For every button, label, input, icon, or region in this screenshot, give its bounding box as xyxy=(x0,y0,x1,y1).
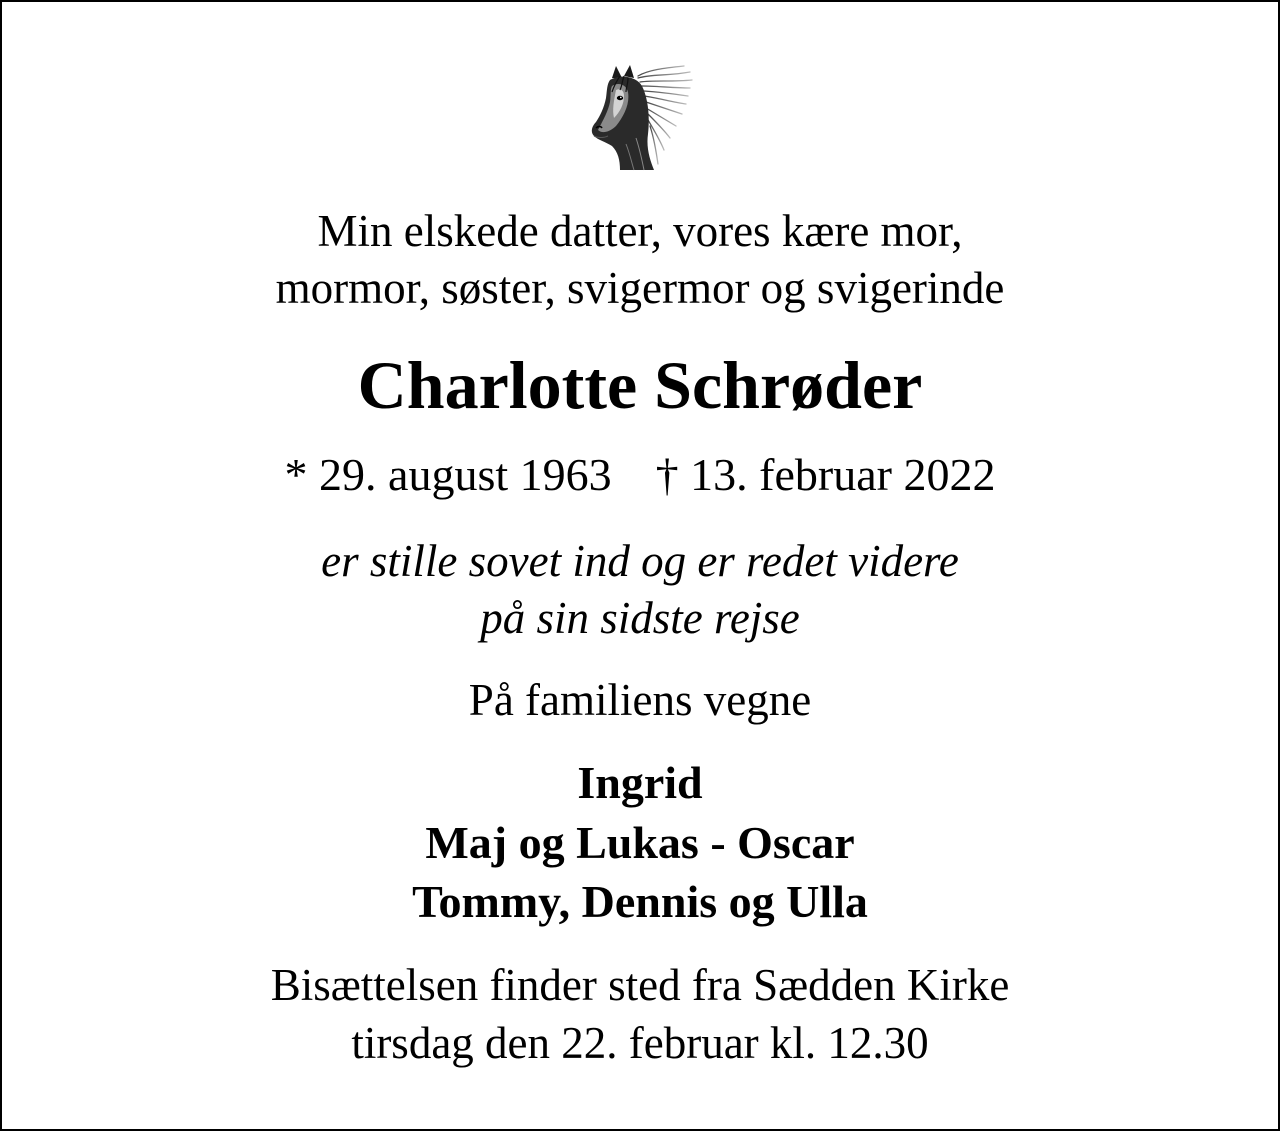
intro-line-1: Min elskede datter, vores kære mor, xyxy=(317,206,963,256)
intro-line-2: mormor, søster, svigermor og svigerinde xyxy=(275,263,1005,313)
birth-date: * 29. august 1963 xyxy=(284,449,612,500)
family-line-1: Ingrid xyxy=(577,757,703,808)
family-line-3: Tommy, Dennis og Ulla xyxy=(412,876,868,927)
on-behalf-line: På familiens vegne xyxy=(468,675,812,725)
funeral-line-1: Bisættelsen finder sted fra Sædden Kirke xyxy=(270,960,1010,1010)
family-line-2: Maj og Lukas - Oscar xyxy=(425,817,855,868)
epitaph-line-2: på sin sidste rejse xyxy=(480,593,800,643)
life-dates xyxy=(2,449,1278,500)
death-date: † 13. februar 2022 xyxy=(655,449,996,500)
epitaph-line-1: er stille sovet ind og er redet videre xyxy=(321,536,959,586)
funeral-line-2: tirsdag den 22. februar kl. 12.30 xyxy=(351,1018,929,1068)
horse-head-icon xyxy=(590,64,694,172)
deceased-name: Charlotte Schrøder xyxy=(357,347,923,423)
